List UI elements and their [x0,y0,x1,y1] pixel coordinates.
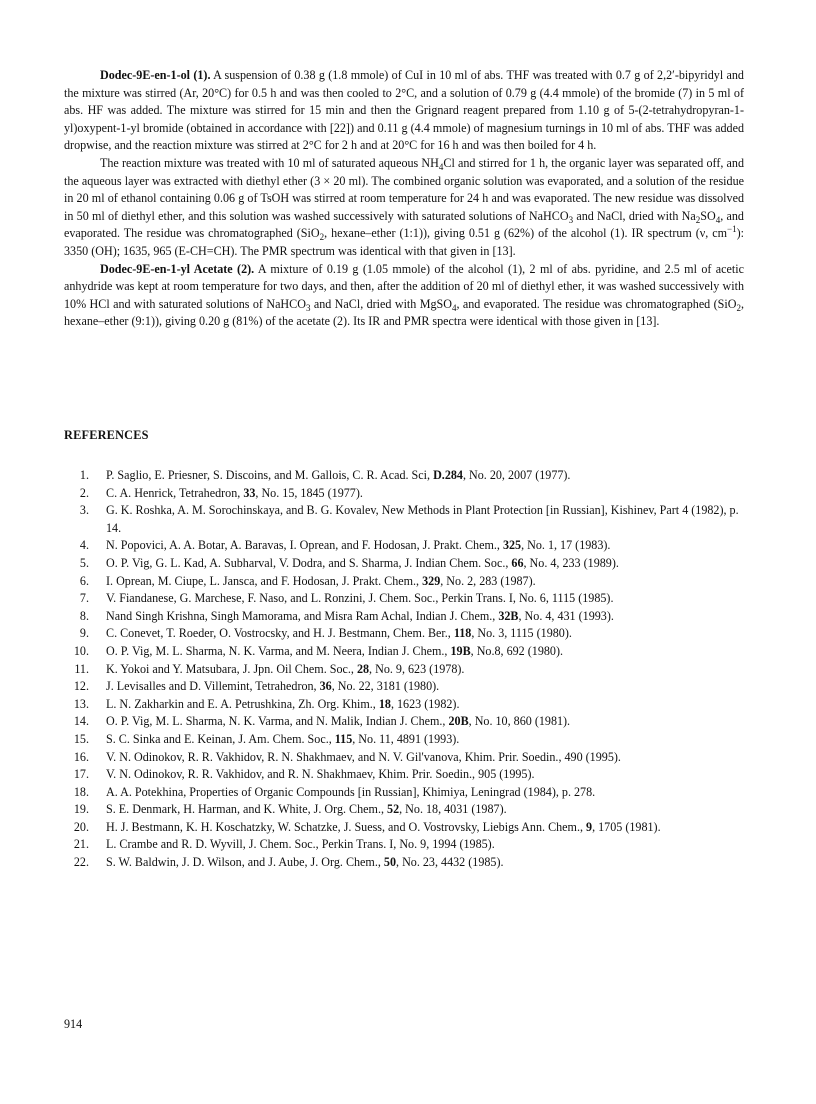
reference-item [64,819,754,837]
reference-item [64,467,754,485]
reference-number: 8. [79,608,89,623]
volume-number: 18 [378,696,391,711]
reference-text: V. N. Odinokov, R. R. Vakhidov, R. N. Shakhmaev, and N. V. Gil'vanova, Khim. Prir. Soedin., 490 (1995). [106,749,621,764]
volume-number: 36 [319,679,332,694]
reference-text: O. P. Vig, M. L. Sharma, N. K. Varma, and N. Malik, Indian J. Chem., 20B, No. 10, 860 (1981). [106,714,571,729]
reference-text: I. Oprean, M. Ciupe, L. Jansca, and F. Hodosan, J. Prakt. Chem., 329, No. 2, 283 (1987). [106,573,536,588]
reference-item [64,854,754,872]
paragraph-workup: The reaction mixture was treated with 10 ml of saturated aqueous $NH_4Cl$ and stirred for 1 h, the organic layer was separated off, and the aqueous layer was extracted with diethyl ether (3 × 20 ml). The combined organic solution was evaporated, and a solution of the residue in 20 ml of ethanol containing 0.06 g of TsOH was stirred at room temperature for 24 h and was evaporated. The new residue was dissolved in 50 ml of diethyl ether, and this solution was washed successively with saturated solutions of NaHCO$_3$ and NaCl, dried with $Na_2SO_4$, and evaporated. The residue was chromatographed (SiO$_2$, hexane–ether (1:1)), giving 0.51 g (62%) of the alcohol (1). IR spectrum (ν, $cm^{-1}$): 3350 (OH); 1635, 965 (E-CH=CH). The PMR spectrum was identical with that given in [13]. [64,155,744,258]
volume-number: 118 [453,626,472,641]
volume-number: 19B [450,643,471,658]
reference-text: N. Popovici, A. A. Botar, A. Baravas, I. Oprean, and F. Hodosan, J. Prakt. Chem., 325, No. 1, 17 (1983). [106,538,611,553]
reference-number: 12. [73,679,89,694]
reference-item [64,766,754,784]
paragraph-acetate: Dodec-9E-en-1-yl Acetate (2). A mixture of 0.19 g (1.05 mmole) of the alcohol (1), 2 ml of abs. pyridine, and 2.5 ml of acetic anhydride was kept at room temperature for two days, and then, after the addition of 20 ml of diethyl ether, it was washed successively with 10% HCl and with saturated solutions of NaHCO$_3$ and NaCl, dried with MgSO$_4$, and evaporated. The residue was chromatographed (SiO$_2$, hexane–ether (9:1)), giving 0.20 g (81%) of the acetate (2). Its IR and PMR spectra were identical with those given in [13]. [64,261,744,329]
reference-item [64,713,754,731]
reference-item [64,608,754,626]
volume-number: 9 [586,819,593,834]
reference-number: 6. [79,573,89,588]
reference-text: P. Saglio, E. Priesner, S. Discoins, and M. Gallois, C. R. Acad. Sci, D.284, No. 20, 2007 (1977). [106,468,571,482]
reference-text: A. A. Potekhina, Properties of Organic Compounds [in Russian], Khimiya, Leningrad (1984), p. 278. [106,784,596,799]
volume-number: 28 [356,661,370,676]
reference-item [64,537,754,555]
reference-item [64,502,754,537]
volume-number: 33 [243,485,256,500]
reference-text: C. A. Henrick, Tetrahedron, 33, No. 15, 1845 (1977). [106,485,363,500]
reference-text: V. Fiandanese, G. Marchese, F. Naso, and L. Ronzini, J. Chem. Soc., Perkin Trans. I, No. 6, 1115 (1985). [106,591,614,606]
reference-item [64,749,754,767]
reference-text: J. Levisalles and D. Villemint, Tetrahedron, 36, No. 22, 3181 (1980). [106,679,440,694]
compound-heading: Dodec-9E-en-1-ol (1). [100,68,211,82]
reference-item [64,731,754,749]
reference-text: C. Conevet, T. Roeder, O. Vostrocsky, and H. J. Bestmann, Chem. Ber., 118, No. 3, 1115 (1980). [106,626,572,641]
reference-text: H. J. Bestmann, K. H. Koschatzky, W. Schatzke, J. Suess, and O. Vostrovsky, Liebigs Ann. Chem., 9, 1705 (1981). [106,819,661,834]
reference-item [64,836,754,854]
compound-heading: Dodec-9E-en-1-yl Acetate (2). [100,261,255,276]
volume-number: 66 [511,555,524,570]
reference-item [64,555,754,573]
volume-number: 325 [502,538,522,553]
reference-number: 19. [73,802,89,817]
reference-item [64,590,754,608]
reference-number: 14. [73,714,89,729]
reference-number: 21. [73,837,89,852]
volume-number: 32B [498,608,519,623]
reference-number: 1. [79,468,89,482]
reference-text: S. C. Sinka and E. Keinan, J. Am. Chem. Soc., 115, No. 11, 4891 (1993). [106,731,460,746]
reference-text: L. Crambe and R. D. Wyvill, J. Chem. Soc., Perkin Trans. I, No. 9, 1994 (1985). [106,837,495,852]
reference-item [64,784,754,802]
volume-number: 329 [422,573,441,588]
reference-text: S. E. Denmark, H. Harman, and K. White, J. Org. Chem., 52, No. 18, 4031 (1987). [106,802,507,817]
paragraph-dodecenol: Dodec-9E-en-1-ol (1). A suspension of 0.38 g (1.8 mmole) of CuI in 10 ml of abs. THF was treated with 0.7 g of 2,2′-bipyridyl and the mixture was stirred (Ar, 20°C) for 0.5 h and was then cooled to 2°C, and a solution of 0.79 g (4.4 mmole) of the bromide (7) in 5 ml of abs. HF was added. The mixture was stirred for 15 min and then the Grignard reagent prepared from 1.10 g of 5-(2-tetrahydropyran-1-yl)oxypent-1-yl bromide (obtained in accordance with [22]) and 0.11 g (4.4 mmole) of magnesium turnings in 10 ml of abs. THF was added dropwise, and the reaction mixture was stirred at 2°C for 2 h and at 20°C for 16 h and was then boiled for 4 h. [64,68,744,153]
volume-number: 20B [448,714,469,729]
reference-item [64,801,754,819]
volume-number: 52 [387,802,400,817]
references-list [64,467,754,872]
reference-item [64,625,754,643]
reference-number: 17. [73,767,89,782]
volume-number: 50 [383,855,397,870]
reference-number: 9. [79,626,89,641]
volume-number: D.284 [433,468,463,482]
reference-number: 11. [74,661,89,676]
reference-text: K. Yokoi and Y. Matsubara, J. Jpn. Oil Chem. Soc., 28, No. 9, 623 (1978). [106,661,465,676]
reference-text: O. P. Vig, G. L. Kad, A. Subharval, V. Dodra, and S. Sharma, J. Indian Chem. Soc., 66, No. 4, 233 (1989). [106,555,619,570]
experimental-section [64,67,744,331]
reference-item [64,678,754,696]
reference-number: 15. [73,731,89,746]
reference-number: 7. [79,591,89,606]
reference-text: Nand Singh Krishna, Singh Mamorama, and Misra Ram Achal, Indian J. Chem., 32B, No. 4, 431 (1993). [106,608,614,623]
reference-text: L. N. Zakharkin and E. A. Petrushkina, Zh. Org. Khim., 18, 1623 (1982). [106,696,460,711]
reference-number: 5. [79,555,89,570]
reference-text: S. W. Baldwin, J. D. Wilson, and J. Aube, J. Org. Chem., 50, No. 23, 4432 (1985). [106,855,504,870]
reference-number: 2. [79,485,89,500]
reference-text: O. P. Vig, M. L. Sharma, N. K. Varma, and M. Neera, Indian J. Chem., 19B, No.8, 692 (1980). [106,643,564,658]
reference-item [64,485,754,503]
reference-number: 22. [73,855,89,870]
reference-item [64,696,754,714]
reference-number: 18. [73,784,89,799]
reference-number: 13. [73,696,89,711]
reference-number: 3. [79,503,89,518]
reference-text: G. K. Roshka, A. M. Sorochinskaya, and B. G. Kovalev, New Methods in Plant Protection [in Russian], Kishinev, Part 4 (1982), p. 14. [106,503,739,535]
reference-number: 16. [73,749,89,764]
reference-item [64,643,754,661]
reference-text: V. N. Odinokov, R. R. Vakhidov, and R. N. Shakhmaev, Khim. Prir. Soedin., 905 (1995). [106,767,535,782]
references-heading: REFERENCES [64,428,149,442]
reference-number: 20. [73,819,89,834]
volume-number: 115 [334,731,353,746]
reference-item [64,573,754,591]
reference-number: 4. [79,538,89,553]
reference-item [64,661,754,679]
page-number: 914 [64,1017,83,1031]
reference-number: 10. [73,643,89,658]
